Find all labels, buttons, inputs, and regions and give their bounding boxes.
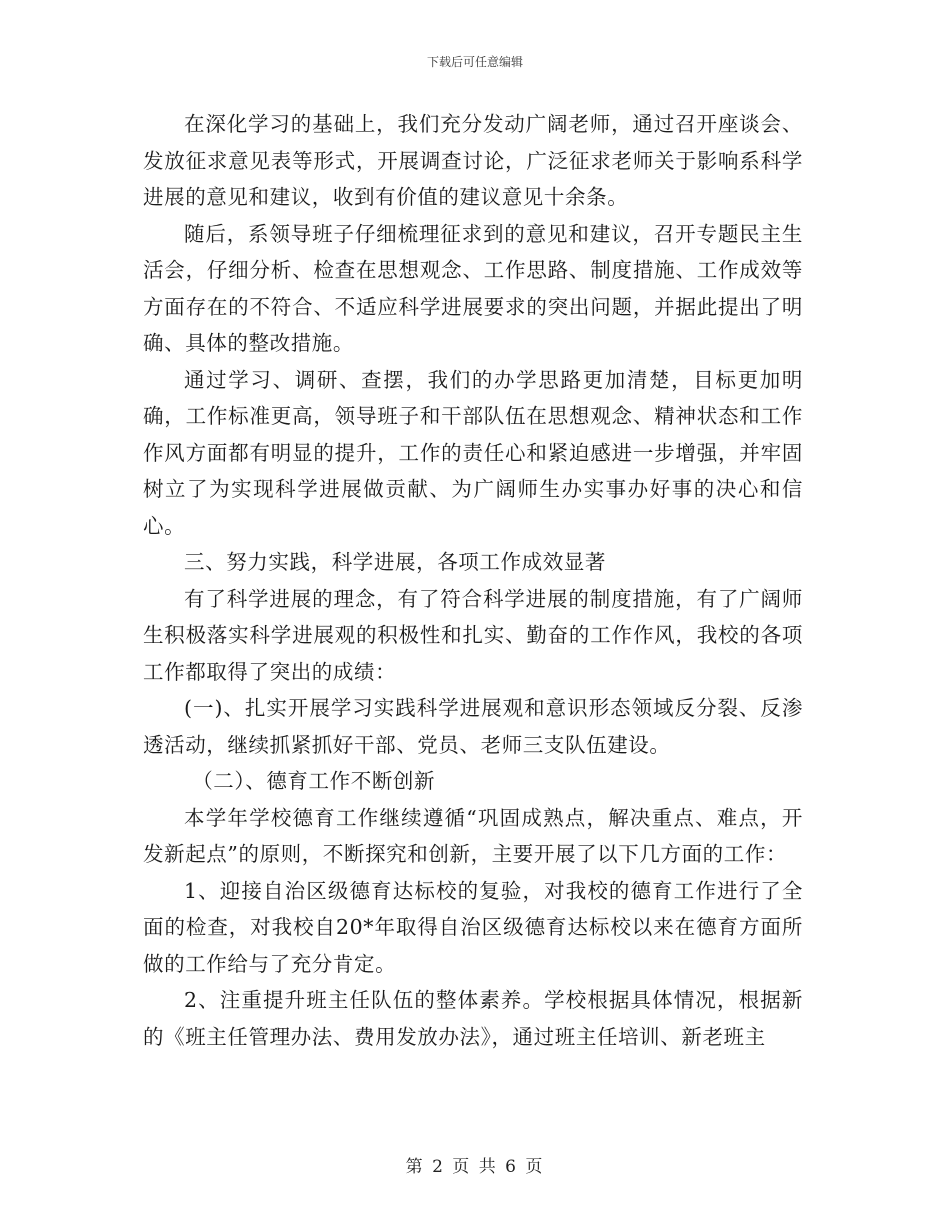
- page-number-footer: 第 2 页 共 6 页: [405, 1157, 545, 1177]
- paragraph-leadership-review: 随后，系领导班子仔细梳理征求到的意见和建议，召开专题民主生活会，仔细分析、检查在思想观念、工作思路、制度措施、工作成效等方面存在的不符合、不适应科学进展要求的突出问题，并据此提出了明确、具体的整改措施。: [143, 221, 803, 355]
- paragraph-study-results: 通过学习、调研、查摆，我们的办学思路更加清楚，目标更加明确，工作标准更高，领导班子和干部队伍在思想观念、精神状态和工作作风方面都有明显的提升，工作的责任心和紧迫感进一步增强，并牢固树立了为实现科学进展做贡献、为广阔师生办实事办好事的决心和信心。: [143, 367, 803, 538]
- paragraph-item-one: (一)、扎实开展学习实践科学进展观和意识形态领域反分裂、反渗透活动，继续抓紧抓好干部、党员、老师三支队伍建设。: [143, 696, 803, 757]
- page-header-note: 下载后可任意编辑: [426, 55, 523, 69]
- paragraph-achievements-intro: 有了科学进展的理念，有了符合科学进展的制度措施，有了广阔师生积极落实科学进展观的积极性和扎实、勤奋的工作作风，我校的各项工作都取得了突出的成绩：: [143, 586, 803, 684]
- section-heading-three: 三、努力实践，科学进展，各项工作成效显著: [184, 550, 606, 574]
- paragraph-point-one: 1、迎接自治区级德育达标校的复验，对我校的德育工作进行了全面的检查，对我校自20*年取得自治区级德育达标校以来在德育方面所做的工作给与了充分肯定。: [143, 878, 803, 976]
- sub-heading-moral-education: （二）、德育工作不断创新: [192, 769, 436, 793]
- paragraph-deepen-study: 在深化学习的基础上，我们充分发动广阔老师，通过召开座谈会、发放征求意见表等形式，开展调查讨论，广泛征求老师关于影响系科学进展的意见和建议，收到有价值的建议意见十余条。: [143, 112, 803, 209]
- document-body: [143, 106, 803, 1055]
- paragraph-moral-education-intro: 本学年学校德育工作继续遵循“巩固成熟点，解决重点、难点，开发新起点”的原则，不断探究和创新，主要开展了以下几方面的工作：: [143, 805, 803, 866]
- paragraph-point-two: 2、注重提升班主任队伍的整体素养。学校根据具体情况，根据新的《班主任管理办法、费用发放办法》，通过班主任培训、新老班主: [143, 988, 803, 1049]
